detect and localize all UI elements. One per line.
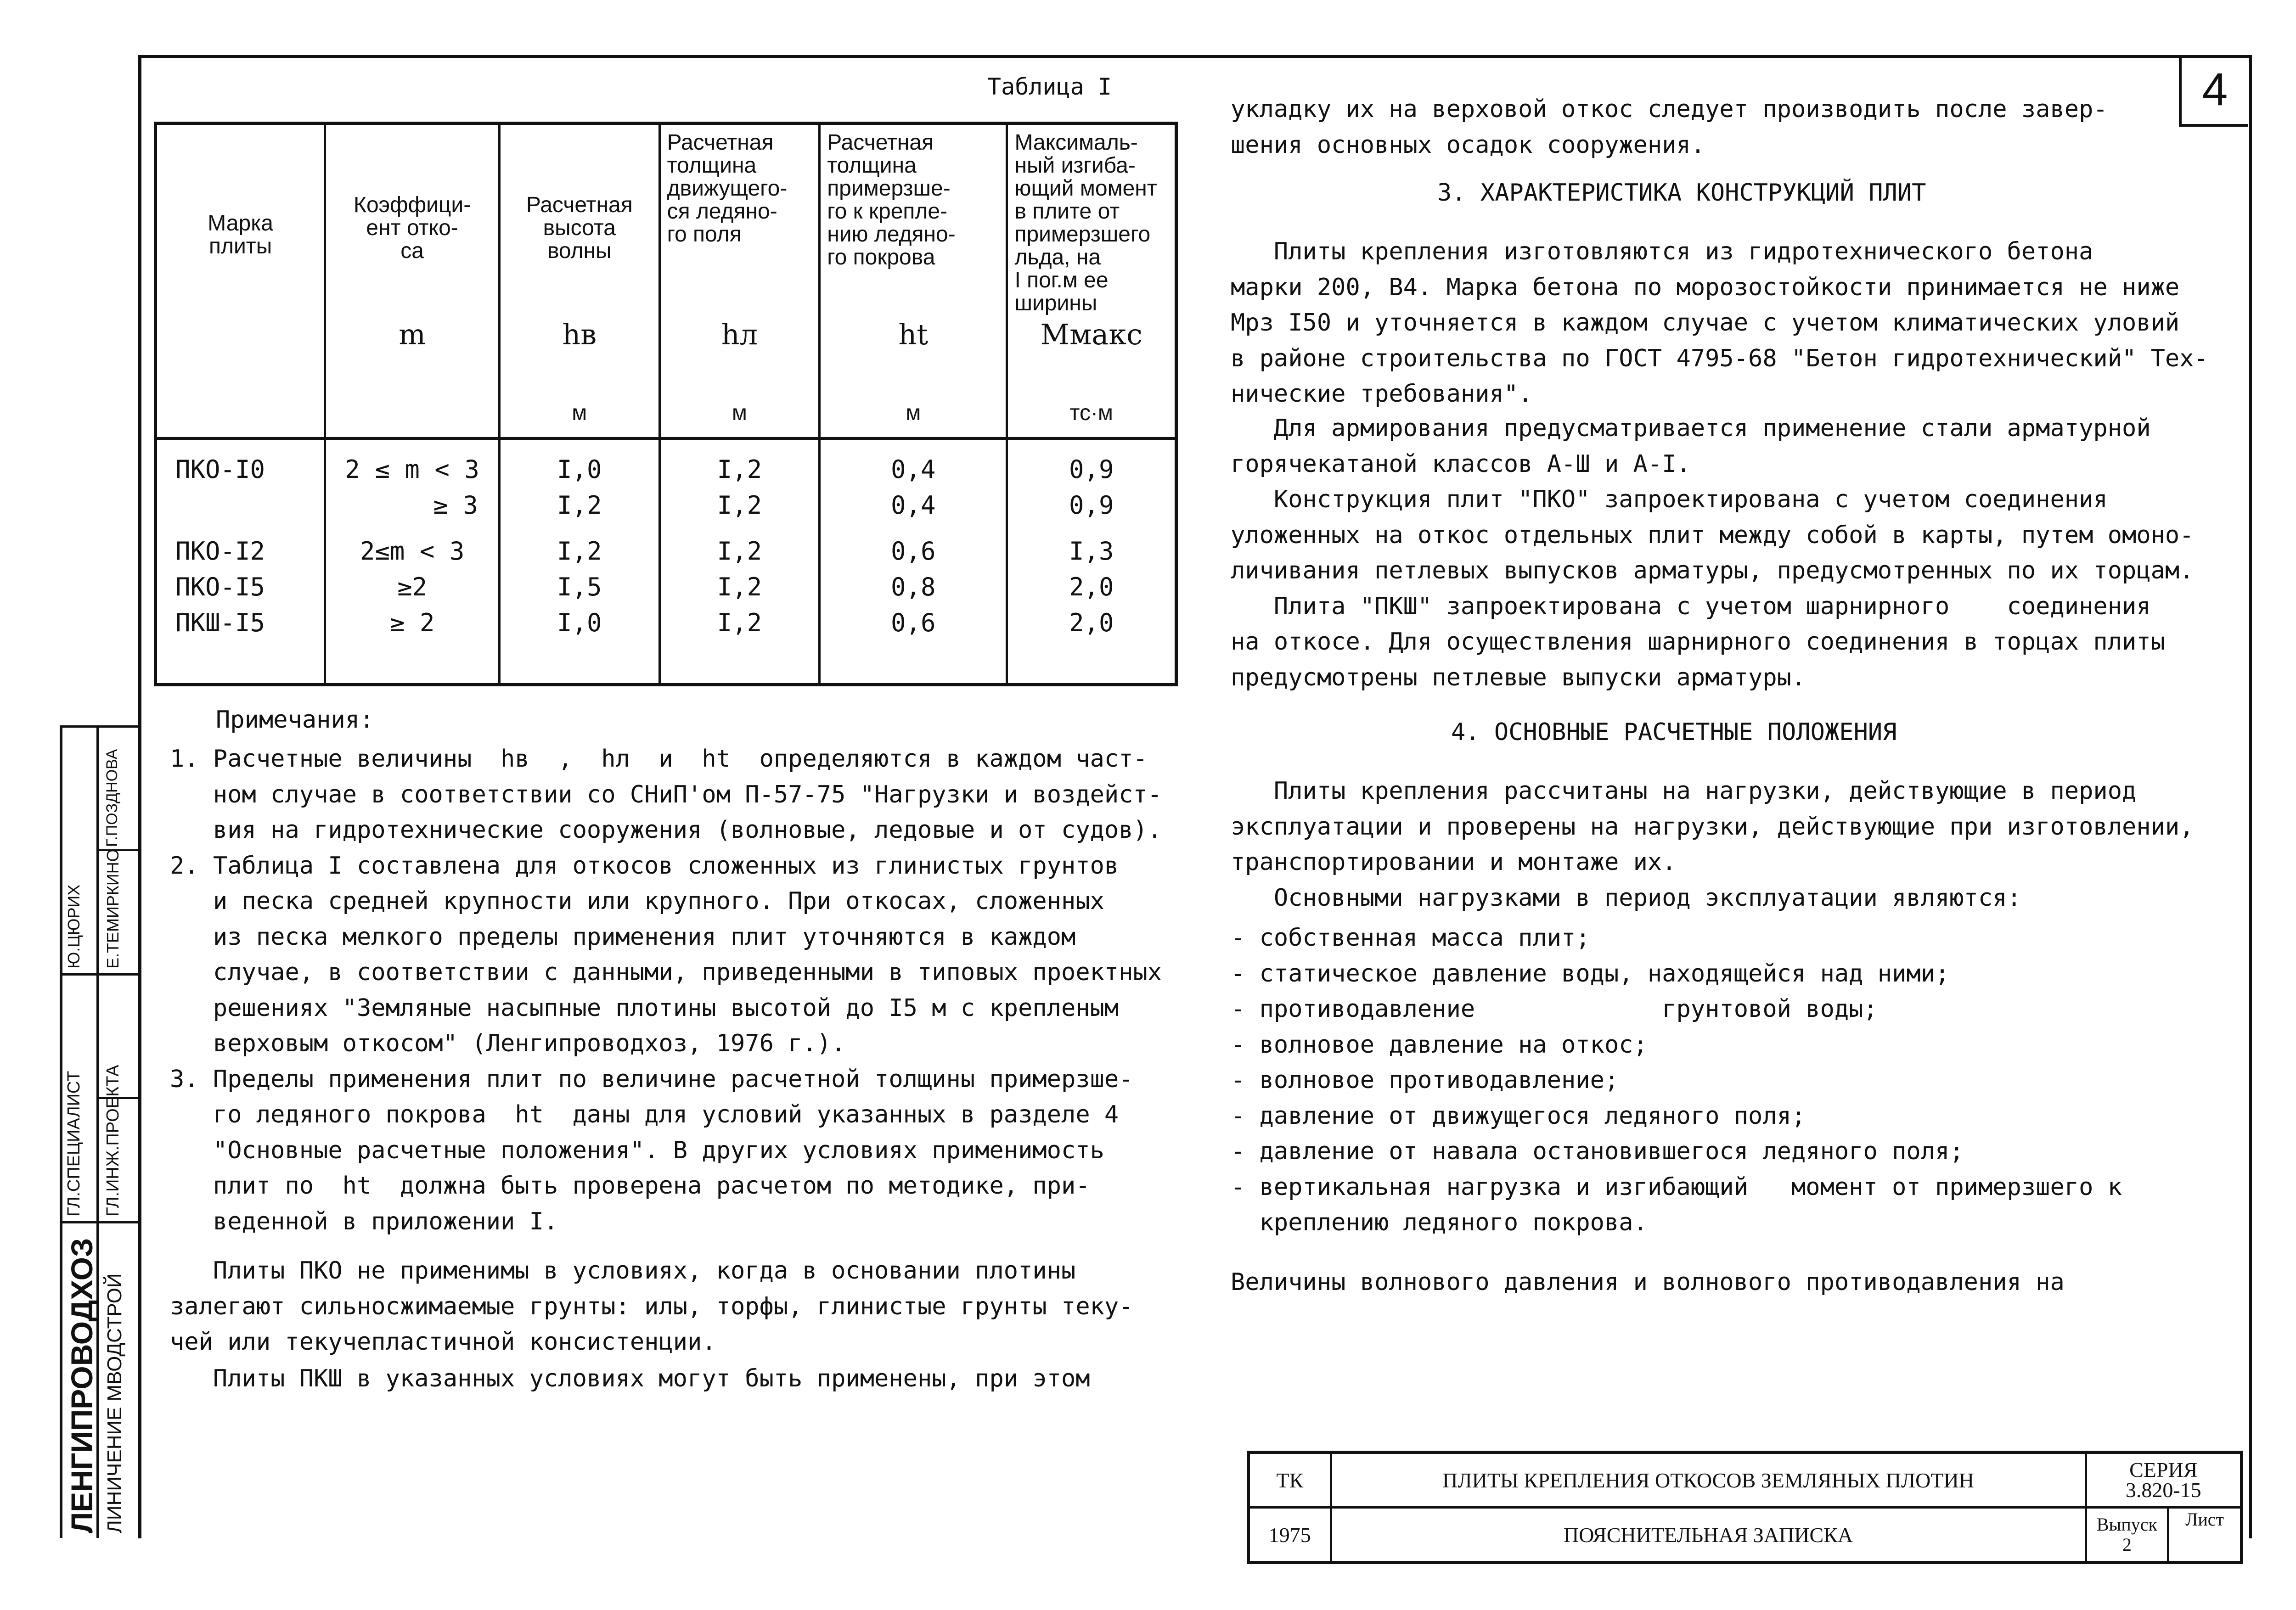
issue-value: 2 (2122, 1534, 2132, 1555)
table-cell: ПКО-I0 (175, 455, 265, 484)
note-line: случае, в соответствии с данными, приведенными в типовых проектных (170, 959, 1162, 986)
text-line: предусмотрены петлевые выпуски арматуры. (1231, 663, 1806, 691)
text-line: Плиты крепления рассчитаны на нагрузки, действующие в период (1231, 777, 2137, 805)
table-cell: I,2 (557, 537, 602, 566)
text-line: Плиты крепления изготовляются из гидротехнического бетона (1231, 238, 2093, 265)
title-cell: ПЛИТЫ КРЕПЛЕНИЯ ОТКОСОВ ЗЕМЛЯНЫХ ПЛОТИН (1331, 1453, 2086, 1508)
header-label: Максималь- ный изгиба- ющий момент в плите от примерзшего льда, на I пог.м ее ширины (1014, 130, 1157, 315)
sheet-number: 4 (2179, 55, 2248, 127)
load-item: - давление от движущегося ледяного поля; (1231, 1102, 1806, 1130)
text-line: транспортировании и монтаже их. (1231, 848, 1677, 876)
note-line: "Основные расчетные положения". В других условиях применимость (170, 1136, 1104, 1164)
text-line: нические требования". (1231, 380, 1533, 408)
text-line: залегают сильносжимаемые грунты: илы, торфы, глинистые грунты теку- (170, 1292, 1133, 1320)
load-item: - собственная масса плит; (1231, 924, 1590, 952)
section4-heading: 4. ОСНОВНЫЕ РАСЧЕТНЫЕ ПОЛОЖЕНИЯ (1451, 718, 1897, 746)
note-line: решениях "Земляные насыпные плотины высотой до I5 м с крепленым (170, 994, 1119, 1022)
series-value: 3.820-15 (2125, 1478, 2201, 1502)
header-unit: м (906, 401, 921, 425)
text-line: Основными нагрузками в период эксплуатации являются: (1231, 884, 2021, 912)
load-item: - волновое противодавление; (1231, 1066, 1619, 1094)
table-cell: 0,4 (891, 491, 936, 520)
text-line: Плиты ПКО не применимы в условиях, когда в основании плотины (170, 1257, 1076, 1285)
section4-text (1231, 774, 2194, 916)
table-cell: I,2 (717, 572, 762, 601)
side-name-1: Е.ТЕМИРКИНО (103, 849, 122, 969)
header-symbol: hв (562, 318, 597, 351)
text-line: уложенных на откос отдельных плит между собой в карты, путем омоно- (1231, 521, 2194, 549)
header-label: Расчетная толщина движущего- ся ледяно- го поля (667, 130, 788, 247)
header-symbol: ht (898, 318, 929, 351)
parameters-table (154, 122, 1178, 686)
text-line: Конструкция плит "ПКО" запроектирована с учетом соединения (1231, 486, 2108, 513)
header-unit: тс·м (1069, 401, 1113, 425)
side-stamp (60, 725, 138, 1538)
left-paragraph-2: Плиты ПКШ в указанных условиях могут быть применены, при этом (170, 1365, 1090, 1392)
table-cell (175, 488, 317, 523)
notes-title: Примечания: (216, 706, 374, 734)
table-cell: I,2 (717, 491, 762, 520)
load-item: - статическое давление воды, находящейся над ними; (1231, 959, 1950, 987)
issue-label: Выпуск (2096, 1514, 2157, 1535)
text-line: горячекатаной классов А-Ш и А-I. (1231, 450, 1691, 478)
text-line: укладку их на верховой откос следует производить после завер- (1231, 95, 2108, 123)
section3-heading: 3. ХАРАКТЕРИСТИКА КОНСТРУКЦИЙ ПЛИТ (1437, 179, 1926, 207)
column-hv (499, 438, 659, 685)
header-label: Расчетная высота волны (526, 193, 633, 263)
text-line: в районе строительства по ГОСТ 4795-68 "Бетон гидротехнический" Тех- (1231, 344, 2208, 372)
note-line: 1. Расчетные величины hв , hл и ht определяются в каждом част- (170, 745, 1148, 773)
side-role-1: ГЛ.ИНЖ.ПРОЕКТА (103, 1065, 123, 1217)
table-cell: ≥ 3 (433, 491, 478, 520)
table-cell: I,0 (557, 608, 602, 637)
column-hl (659, 438, 820, 685)
table-cell: 0,8 (891, 572, 936, 601)
column-mmax (1007, 438, 1176, 685)
issue-cell (2086, 1508, 2168, 1563)
table-cell: I,3 (1069, 537, 1114, 566)
header-symbol: hл (721, 318, 758, 351)
table-cell: 0,6 (891, 608, 936, 637)
header-unit: м (572, 401, 587, 425)
note-line: и песка средней крупности или крупного. При откосах, сложенных (170, 887, 1104, 915)
table-cell: I,5 (557, 572, 602, 601)
text-line: на откосе. Для осуществления шарнирного соединения в торцах плиты (1231, 628, 2165, 656)
note-line: вия на гидротехнические сооружения (волновые, ледовые и от судов). (170, 816, 1162, 844)
table-cell: ≥ 2 (389, 608, 435, 637)
side-role-2: ГЛ.СПЕЦИАЛИСТ (64, 1071, 84, 1217)
text-line: шения основных осадок сооружения. (1231, 131, 1705, 159)
table-cell: 2,0 (1069, 572, 1114, 601)
side-org-sub: ЛИНИЧЕНИЕ МВОДСТРОЙ (103, 1273, 126, 1533)
year-cell: 1975 (1249, 1508, 1331, 1563)
text-line: чей или текучепластичной консистенции. (170, 1328, 716, 1356)
note-line: 3. Пределы применения плит по величине расчетной толщины примерзше- (170, 1065, 1133, 1093)
text-line: личивания петлевых выпусков арматуры, предусмотренных по их торцам. (1231, 557, 2194, 584)
tk-cell: ТК (1249, 1453, 1331, 1508)
table-cell: ≥2 (397, 572, 428, 601)
table-cell: 2 ≤ m < 3 (345, 455, 479, 484)
table-cell: 0,9 (1069, 455, 1114, 484)
loads-list (1231, 920, 2122, 1241)
header-label: Коэффици- ент отко- са (353, 193, 471, 263)
table-cell: ПКО-I5 (175, 572, 265, 601)
header-symbol: m (399, 318, 426, 351)
section3-text (1231, 234, 2208, 412)
text-line: Плита "ПКШ" запроектирована с учетом шарнирного соединения (1231, 592, 2151, 620)
load-item: - противодавление грунтовой воды; (1231, 995, 1878, 1023)
table-cell: I,2 (717, 608, 762, 637)
side-name-3: Г.ПОЗДНОВА (103, 749, 121, 847)
table-header-cell (156, 123, 325, 439)
table-cell: 0,4 (891, 455, 936, 484)
load-item: - давление от навала остановившегося ледяного поля; (1231, 1138, 1964, 1165)
load-item: - волновое давление на откос; (1231, 1031, 1648, 1059)
note-line: ном случае в соответствии со СНиП'ом П-57-75 "Нагрузки и воздейст- (170, 780, 1162, 808)
note-line: веденной в приложении I. (170, 1207, 558, 1235)
table-header-cell (1007, 123, 1176, 439)
table-header-cell (659, 123, 820, 439)
left-paragraph-1 (170, 1253, 1133, 1360)
column-m (325, 438, 500, 685)
intro-text (1231, 92, 2108, 163)
column-ht (820, 438, 1007, 685)
side-name-2: Ю.ЦЮРИХ (64, 884, 83, 969)
series-label: СЕРИЯ (2129, 1458, 2198, 1481)
table-header-row (156, 123, 1176, 439)
header-label: Марка плиты (208, 211, 273, 258)
sheet-label-cell: Лист (2168, 1508, 2242, 1563)
table-cell: I,2 (717, 455, 762, 484)
load-item: креплению ледяного покрова. (1231, 1209, 1648, 1236)
last-line: Величины волнового давления и волнового противодавления на (1231, 1268, 2065, 1296)
note-line: верховым откосом" (Ленгипроводхоз, 1976 г.). (170, 1030, 846, 1057)
header-label: Расчетная толщина примерзше- го к крепле- нию ледяно- го покрова (827, 130, 956, 269)
note-line: плит по ht должна быть проверена расчетом по методике, при- (170, 1172, 1090, 1200)
table-cell: I,2 (717, 537, 762, 566)
table-header-cell (499, 123, 659, 439)
table-cell: I,2 (557, 491, 602, 520)
table-header-cell (325, 123, 500, 439)
title-block (1247, 1451, 2243, 1561)
table-cell: I,0 (557, 455, 602, 484)
text-line: Для армирования предусматривается применение стали арматурной (1231, 415, 2151, 442)
notes-list (170, 741, 1162, 1240)
table-cell: ПКО-I2 (175, 537, 265, 566)
series-cell (2086, 1453, 2241, 1508)
doc-name-cell: ПОЯСНИТЕЛЬНАЯ ЗАПИСКА (1331, 1508, 2086, 1563)
text-line: Мрз I50 и уточняется в каждом случае с учетом климатических уловий (1231, 309, 2180, 337)
table-caption: Таблица I (987, 73, 1112, 100)
table-cell: ПКШ-I5 (175, 608, 265, 637)
table-header-cell (820, 123, 1007, 439)
note-line: из песка мелкого пределы применения плит уточняются в каждом (170, 923, 1076, 951)
load-item: - вертикальная нагрузка и изгибающий момент от примерзшего к (1231, 1173, 2122, 1201)
side-org: ЛЕНГИПРОВОДХОЗ (65, 1238, 99, 1533)
table-body-row (156, 438, 1176, 685)
table-cell: 0,6 (891, 537, 936, 566)
section3b-text (1231, 411, 2194, 696)
table-cell: 2≤m < 3 (360, 537, 465, 566)
table-cell: 2,0 (1069, 608, 1114, 637)
header-symbol: Mмакс (1040, 318, 1142, 351)
column-mark (156, 438, 325, 685)
text-line: марки 200, В4. Марка бетона по морозостойкости принимается не ниже (1231, 273, 2180, 301)
note-line: 2. Таблица I составлена для откосов сложенных из глинистых грунтов (170, 852, 1119, 880)
text-line: эксплуатации и проверены на нагрузки, действующие при изготовлении, (1231, 813, 2194, 841)
table-cell: 0,9 (1069, 491, 1114, 520)
note-line: го ледяного покрова ht даны для условий указанных в разделе 4 (170, 1101, 1119, 1128)
header-unit: м (732, 401, 747, 425)
